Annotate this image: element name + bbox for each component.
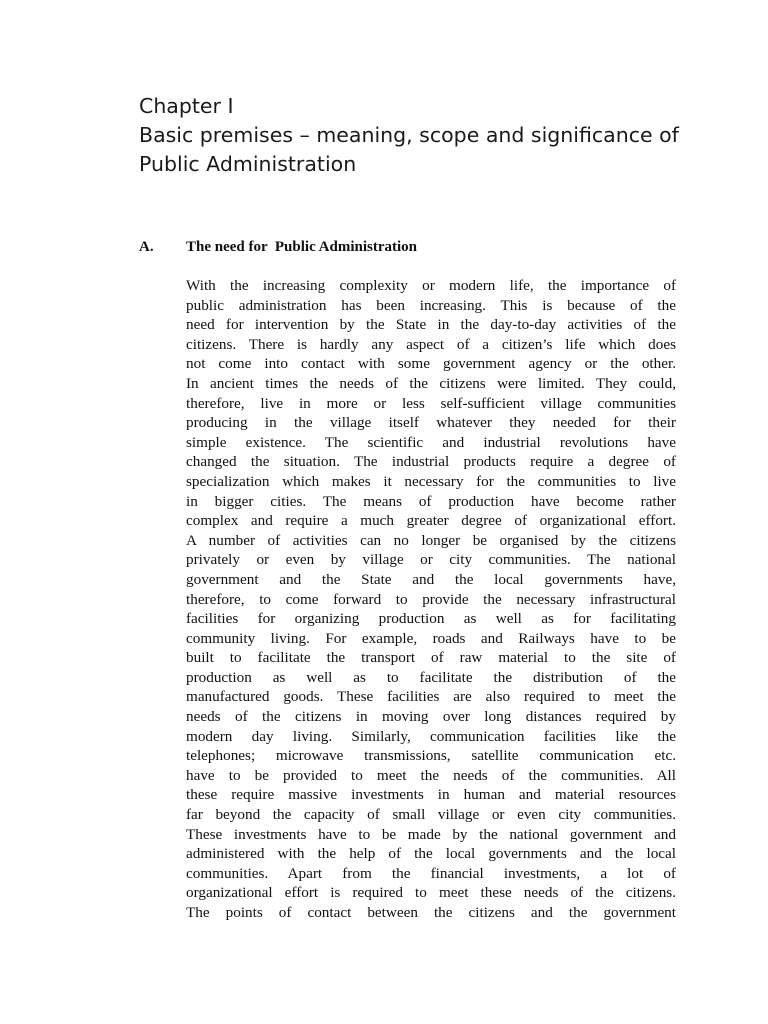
paragraph-line: in bigger cities. The means of production have become rather bbox=[186, 492, 676, 510]
paragraph-line: citizens. There is hardly any aspect of a citizen’s life which does bbox=[186, 335, 676, 353]
chapter-title-line-1: Basic premises – meaning, scope and significance of bbox=[139, 123, 679, 147]
paragraph-line: complex and require a much greater degree of organizational effort. bbox=[186, 512, 676, 530]
section-marker: A. bbox=[139, 239, 154, 255]
paragraph-line: community living. For example, roads and Railways have to be bbox=[186, 629, 676, 647]
paragraph-line: changed the situation. The industrial products require a degree of bbox=[186, 453, 676, 471]
paragraph-line: therefore, live in more or less self-sufficient village communities bbox=[186, 394, 676, 412]
paragraph-line: these require massive investments in human and material resources bbox=[186, 786, 676, 804]
paragraph-line: facilities for organizing production as well as for facilitating bbox=[186, 610, 676, 628]
paragraph-line: needs of the citizens in moving over long distances required by bbox=[186, 708, 676, 726]
paragraph-line: far beyond the capacity of small village or even city communities. bbox=[186, 806, 676, 824]
paragraph-line: telephones; microwave transmissions, satellite communication etc. bbox=[186, 747, 676, 765]
chapter-title-line-2: Public Administration bbox=[139, 152, 357, 176]
paragraph-line: built to facilitate the transport of raw material to the site of bbox=[186, 649, 676, 667]
paragraph-line: administered with the help of the local governments and the local bbox=[186, 845, 676, 863]
chapter-label: Chapter I bbox=[139, 94, 234, 118]
paragraph-line: modern day living. Similarly, communication facilities like the bbox=[186, 727, 676, 745]
paragraph-line: manufactured goods. These facilities are also required to meet the bbox=[186, 688, 676, 706]
paragraph-line: government and the State and the local governments have, bbox=[186, 570, 676, 588]
body-paragraph bbox=[186, 276, 676, 923]
paragraph-line: With the increasing complexity or modern life, the importance of bbox=[186, 277, 676, 294]
paragraph-line: therefore, to come forward to provide the necessary infrastructural bbox=[186, 590, 676, 608]
paragraph-line: not come into contact with some government agency or the other. bbox=[186, 355, 676, 373]
paragraph-line: These investments have to be made by the national government and bbox=[186, 825, 676, 843]
paragraph-line: privately or even by village or city communities. The national bbox=[186, 551, 676, 569]
paragraph-line: A number of activities can no longer be organised by the citizens bbox=[186, 531, 676, 549]
paragraph-line: In ancient times the needs of the citizens were limited. They could, bbox=[186, 374, 676, 392]
paragraph-line: production as well as to facilitate the distribution of the bbox=[186, 668, 676, 686]
paragraph-line: have to be provided to meet the needs of the communities. All bbox=[186, 766, 676, 784]
paragraph-line: specialization which makes it necessary for the communities to live bbox=[186, 472, 676, 490]
section-title: The need for Public Administration bbox=[186, 239, 417, 255]
chapter-heading bbox=[139, 92, 699, 179]
paragraph-line: public administration has been increasing. This is because of the bbox=[186, 296, 676, 314]
paragraph-line: organizational effort is required to meet these needs of the citizens. bbox=[186, 884, 676, 902]
paragraph-line: simple existence. The scientific and industrial revolutions have bbox=[186, 433, 676, 451]
paragraph-line: producing in the village itself whatever they needed for their bbox=[186, 414, 676, 432]
paragraph-line: communities. Apart from the financial investments, a lot of bbox=[186, 864, 676, 882]
paragraph-line: The points of contact between the citizens and the government bbox=[186, 904, 676, 921]
paragraph-line: need for intervention by the State in the day-to-day activities of the bbox=[186, 316, 676, 334]
